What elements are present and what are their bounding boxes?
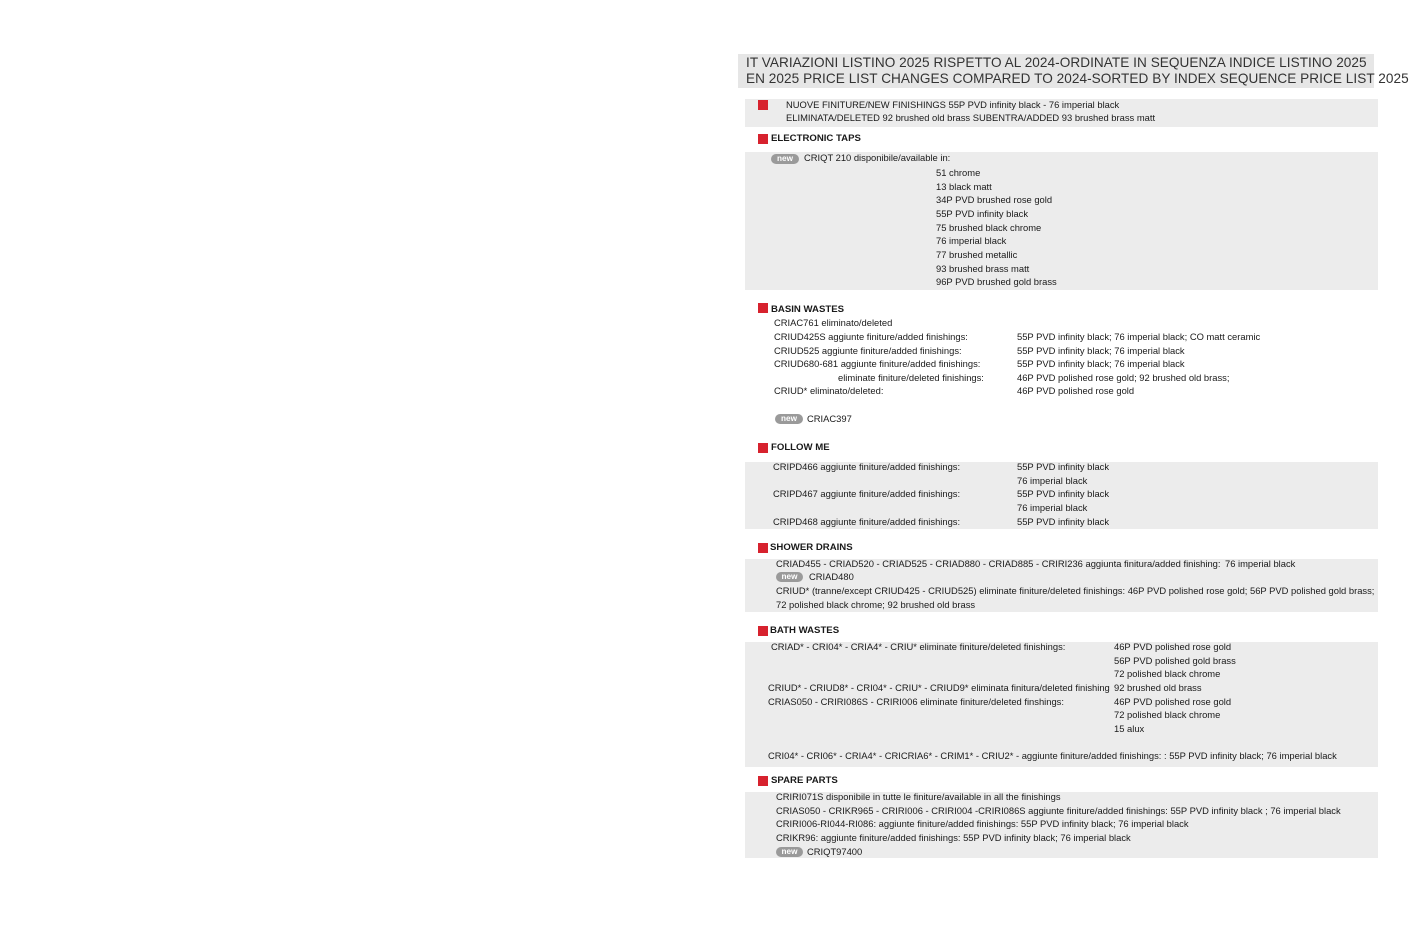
- follow-row-value: 55P PVD infinity black: [1017, 488, 1110, 499]
- finish-item: 13 black matt: [936, 181, 992, 192]
- spare-line: CRIKR96: aggiunte finiture/added finishings: 55P PVD infinity black; 76 imperial black: [776, 832, 1131, 843]
- red-square-icon: [758, 543, 768, 553]
- basin-row-value: 46P PVD polished rose gold: [1017, 385, 1135, 396]
- finish-item: 77 brushed metallic: [936, 249, 1018, 260]
- section-title-basin-wastes: BASIN WASTES: [771, 304, 845, 315]
- basin-row-label: CRIUD425S aggiunte finiture/added finishings:: [774, 331, 968, 342]
- finish-item: 93 brushed brass matt: [936, 263, 1030, 274]
- shower-line-1-value: 76 imperial black: [1225, 558, 1296, 569]
- new-badge: new: [775, 414, 803, 424]
- electronic-taps-panel: [745, 152, 1378, 290]
- basin-row-value: 46P PVD polished rose gold; 92 brushed old brass;: [1017, 372, 1230, 383]
- spare-line: CRIRI006-RI044-RI086: aggiunte finiture/added finishings: 55P PVD infinity black; 76 imperial black: [776, 818, 1189, 829]
- bath-value: 46P PVD polished rose gold: [1114, 696, 1232, 707]
- new-badge: new: [776, 847, 803, 857]
- bath-value: 15 alux: [1114, 723, 1145, 734]
- new-finishings-line: NUOVE FINITURE/NEW FINISHINGS 55P PVD infinity black - 76 imperial black: [786, 99, 1120, 110]
- new-badge: new: [771, 154, 799, 164]
- section-title-spare-parts: SPARE PARTS: [771, 775, 838, 786]
- basin-row-value: 55P PVD infinity black; 76 imperial black: [1017, 345, 1185, 356]
- bath-value: 92 brushed old brass: [1114, 682, 1202, 693]
- deleted-finishings-line: ELIMINATA/DELETED 92 brushed old brass SUBENTRA/ADDED 93 brushed brass matt: [786, 112, 1156, 123]
- header-title-en: EN 2025 PRICE LIST CHANGES COMPARED TO 2024-SORTED BY INDEX SEQUENCE PRICE LIST 2025: [746, 71, 1409, 86]
- section-title-shower-drains: SHOWER DRAINS: [770, 542, 853, 553]
- bath-row-3: CRIAS050 - CRIRI086S - CRIRI006 eliminate finiture/deleted finshings:: [768, 696, 1064, 707]
- red-square-icon: [758, 303, 768, 313]
- basin-row-label: CRIUD680-681 aggiunte finiture/added finishings:: [774, 358, 981, 369]
- electronic-taps-intro: CRIQT 210 disponibile/available in:: [804, 152, 951, 163]
- bath-value: 72 polished black chrome: [1114, 709, 1221, 720]
- section-title-bath-wastes: BATH WASTES: [770, 625, 840, 636]
- bath-value: 46P PVD polished rose gold: [1114, 641, 1232, 652]
- basin-row-label: eliminate finiture/deleted finishings:: [838, 372, 984, 383]
- section-title-follow-me: FOLLOW ME: [771, 442, 830, 453]
- follow-row-value: 55P PVD infinity black: [1017, 516, 1110, 527]
- bath-value: 56P PVD polished gold brass: [1114, 655, 1236, 666]
- follow-row-value: 76 imperial black: [1017, 502, 1088, 513]
- finish-item: 34P PVD brushed rose gold: [936, 194, 1053, 205]
- follow-row-value: 76 imperial black: [1017, 475, 1088, 486]
- follow-row-label: CRIPD468 aggiunte finiture/added finishings:: [773, 516, 961, 527]
- shower-new-item: CRIAD480: [809, 571, 854, 582]
- follow-row-value: 55P PVD infinity black: [1017, 461, 1110, 472]
- red-square-icon: [758, 776, 768, 786]
- spare-line: CRIAS050 - CRIKR965 - CRIRI006 - CRIRI004 -CRIRI086S aggiunte finiture/added finishings: 55P PVD infinity black ; 76 imperial black: [776, 805, 1341, 816]
- bath-value: 72 polished black chrome: [1114, 668, 1221, 679]
- section-title-electronic-taps: ELECTRONIC TAPS: [771, 133, 861, 144]
- header-title-it: IT VARIAZIONI LISTINO 2025 RISPETTO AL 2024-ORDINATE IN SEQUENZA INDICE LISTINO 2025: [746, 55, 1367, 70]
- bath-row-4: CRI04* - CRI06* - CRIA4* - CRICRIA6* - CRIM1* - CRIU2* - aggiunte finiture/added finishings: : 55P PVD infinity black; 76 imperial black: [768, 750, 1337, 761]
- basin-new-item: CRIAC397: [807, 413, 852, 424]
- finish-item: 76 imperial black: [936, 235, 1007, 246]
- basin-row-label: CRIAC761 eliminato/deleted: [774, 317, 893, 328]
- shower-line-3: CRIUD* (tranne/except CRIUD425 - CRIUD525) eliminate finiture/deleted finishings: 46P PVD polished rose gold; 56P PVD polished gold brass;: [776, 585, 1375, 596]
- finish-item: 75 brushed black chrome: [936, 222, 1042, 233]
- shower-line-1: CRIAD455 - CRIAD520 - CRIAD525 - CRIAD880 - CRIAD885 - CRIRI236 aggiunta finitura/added finishing:: [776, 558, 1221, 569]
- red-square-icon: [758, 626, 768, 636]
- basin-row-value: 55P PVD infinity black; 76 imperial black; CO matt ceramic: [1017, 331, 1261, 342]
- red-square-icon: [758, 134, 768, 144]
- red-square-icon: [758, 443, 768, 453]
- bath-row-1: CRIAD* - CRI04* - CRIA4* - CRIU* eliminate finiture/deleted finishings:: [771, 641, 1066, 652]
- bath-row-2: CRIUD* - CRIUD8* - CRI04* - CRIU* - CRIUD9* eliminata finitura/deleted finishing: [768, 682, 1110, 693]
- shower-line-4: 72 polished black chrome; 92 brushed old brass: [776, 599, 976, 610]
- red-square-icon: [758, 100, 768, 110]
- follow-row-label: CRIPD466 aggiunte finiture/added finishings:: [773, 461, 961, 472]
- finish-item: 51 chrome: [936, 167, 981, 178]
- finish-item: 55P PVD infinity black: [936, 208, 1029, 219]
- basin-row-label: CRIUD* eliminato/deleted:: [774, 385, 884, 396]
- new-badge: new: [776, 572, 803, 582]
- spare-line: CRIRI071S disponibile in tutte le finiture/available in all the finishings: [776, 791, 1061, 802]
- follow-row-label: CRIPD467 aggiunte finiture/added finishings:: [773, 488, 961, 499]
- basin-row-value: 55P PVD infinity black; 76 imperial black: [1017, 358, 1185, 369]
- basin-row-label: CRIUD525 aggiunte finiture/added finishings:: [774, 345, 962, 356]
- spare-new-item: CRIQT97400: [807, 846, 863, 857]
- finish-item: 96P PVD brushed gold brass: [936, 276, 1057, 287]
